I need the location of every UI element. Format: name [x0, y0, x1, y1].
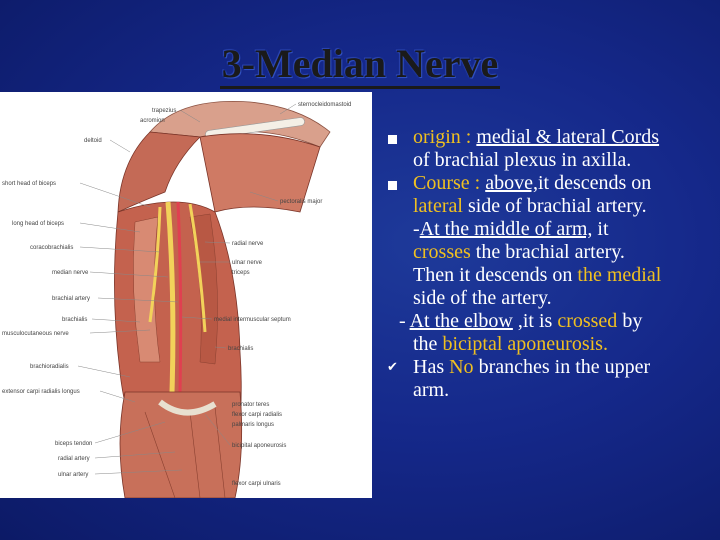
- origin-label: origin :: [413, 126, 472, 148]
- svg-text:deltoid: deltoid: [84, 138, 102, 144]
- slide-body: [385, 126, 715, 402]
- course-text: the brachial artery.: [470, 241, 625, 263]
- origin-text-1: medial & lateral Cords: [476, 126, 660, 148]
- svg-text:short head of biceps: short head of biceps: [2, 181, 57, 187]
- slide-title: 3-Median Nerve: [0, 40, 720, 87]
- course-text: side of brachial artery.: [462, 195, 647, 217]
- branches-text: arm.: [413, 379, 450, 401]
- course-text: -: [399, 310, 410, 332]
- svg-text:pectoralis major: pectoralis major: [280, 199, 323, 205]
- course-middle-arm: At the middle of arm,: [419, 218, 593, 240]
- svg-text:bicipital aponeurosis: bicipital aponeurosis: [232, 443, 287, 449]
- course-highlight: the medial: [577, 264, 662, 286]
- course-above: above,: [485, 172, 538, 194]
- course-elbow: At the elbow: [409, 310, 513, 332]
- elbow-line: [385, 310, 715, 333]
- course-text: Then it descends on: [413, 264, 578, 286]
- course-text: the: [413, 333, 443, 355]
- course-label: Course :: [413, 172, 481, 194]
- bullet-branches: [385, 356, 715, 402]
- svg-text:brachialis: brachialis: [62, 317, 88, 323]
- svg-text:brachial artery: brachial artery: [52, 296, 91, 302]
- svg-text:pronator teres: pronator teres: [232, 402, 270, 408]
- svg-text:long head of biceps: long head of biceps: [12, 221, 65, 227]
- course-text: by: [617, 310, 643, 332]
- svg-text:musculocutaneous nerve: musculocutaneous nerve: [2, 331, 69, 337]
- svg-text:brachialis: brachialis: [228, 346, 254, 352]
- course-highlight: crossed: [557, 310, 618, 332]
- svg-text:flexor carpi ulnaris: flexor carpi ulnaris: [232, 481, 281, 487]
- square-bullet-icon: [388, 135, 397, 144]
- svg-text:palmaris longus: palmaris longus: [232, 422, 275, 428]
- course-text: it: [592, 218, 609, 240]
- svg-text:sternocleidomastoid: sternocleidomastoid: [298, 102, 352, 108]
- branches-text: branches in the upper: [473, 356, 651, 378]
- checkmark-bullet-icon: ✔: [387, 360, 398, 375]
- arm-anatomy-illustration: [0, 92, 372, 498]
- arm-anatomy-figure: [0, 92, 372, 498]
- svg-text:median nerve: median nerve: [52, 270, 89, 276]
- svg-text:triceps: triceps: [232, 270, 250, 276]
- course-text: it descends on: [537, 172, 652, 194]
- aponeurosis-line: [385, 333, 715, 356]
- svg-text:radial nerve: radial nerve: [232, 241, 264, 247]
- svg-text:medial intermuscular septum: medial intermuscular septum: [214, 317, 291, 323]
- svg-text:acromion: acromion: [140, 118, 165, 124]
- bullet-origin: [385, 126, 715, 172]
- square-bullet-icon: [388, 181, 397, 190]
- svg-text:flexor carpi radialis: flexor carpi radialis: [232, 412, 283, 418]
- course-highlight: biciptal aponeurosis.: [442, 333, 608, 355]
- svg-text:trapezius: trapezius: [152, 108, 177, 114]
- bullet-course: [385, 172, 715, 310]
- svg-text:ulnar artery: ulnar artery: [58, 472, 89, 478]
- course-text: -: [413, 218, 420, 240]
- course-text: ,it is: [512, 310, 558, 332]
- course-text: side of the artery.: [413, 287, 552, 309]
- svg-text:radial artery: radial artery: [58, 456, 90, 462]
- branches-highlight: No: [449, 356, 474, 378]
- svg-text:biceps tendon: biceps tendon: [55, 441, 93, 447]
- svg-text:ulnar nerve: ulnar nerve: [232, 260, 263, 266]
- course-highlight: lateral: [413, 195, 463, 217]
- origin-text-2: of brachial plexus in axilla.: [413, 149, 632, 171]
- course-highlight: crosses: [413, 241, 471, 263]
- branches-text: Has: [413, 356, 450, 378]
- svg-text:coracobrachialis: coracobrachialis: [30, 245, 74, 251]
- svg-text:brachioradialis: brachioradialis: [30, 364, 69, 370]
- svg-text:extensor carpi radialis longus: extensor carpi radialis longus: [2, 389, 80, 395]
